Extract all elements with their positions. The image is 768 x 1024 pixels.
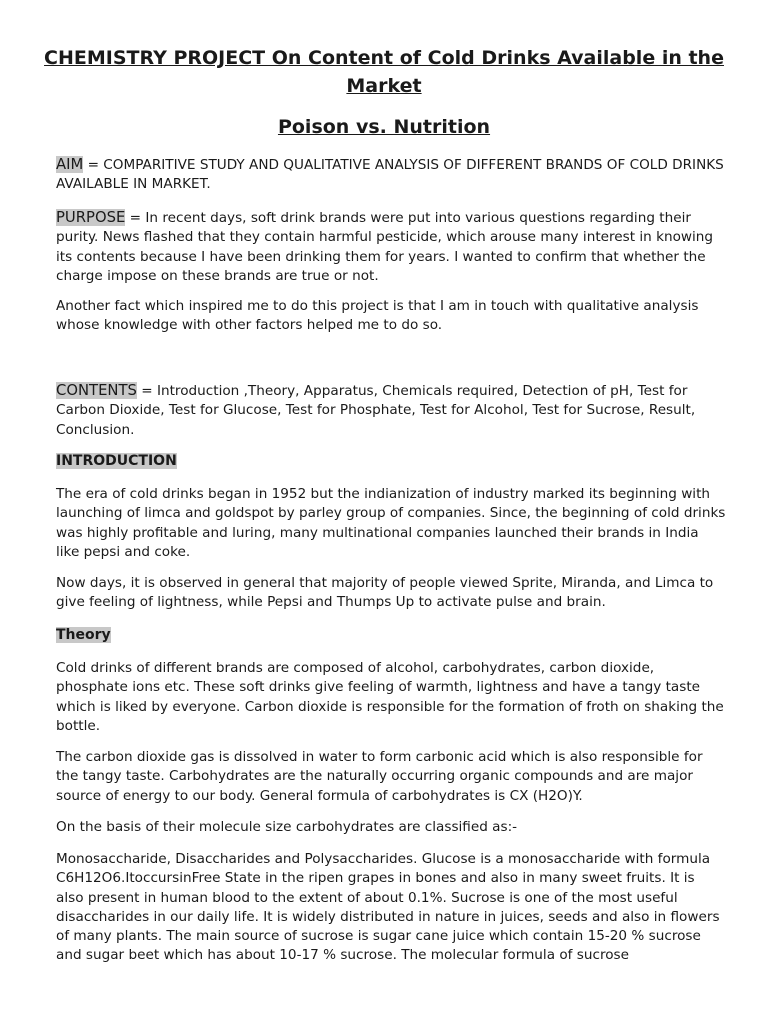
aim-text: = COMPARITIVE STUDY AND QUALITATIVE ANALYSIS OF DIFFERENT BRANDS OF COLD DRINKS AVAILABLE IN MARKET. — [56, 157, 724, 193]
theory-paragraph-3: On the basis of their molecule size carbohydrates are classified as:- — [56, 819, 518, 835]
contents-text: = Introduction ,Theory, Apparatus, Chemicals required, Detection of pH, Test for Carbon Dioxide, Test for Glucose, Test for Phosphate, Test for Alcohol, Test for Sucrose, Result, Conclusion. — [56, 383, 696, 438]
theory-heading: Theory — [56, 627, 111, 643]
aim-label: AIM — [56, 156, 84, 173]
theory-paragraph-4: Monosaccharide, Disaccharides and Polysaccharides. Glucose is a monosaccharide with formula C6H12O6.ItoccursinFree State in the ripen grapes in bones and also in many sweet fruits. It is also present in human blood to the extent of about 0.1%. Sucrose is one of the most useful disaccharides in our daily life. It is widely distributed in nature in juices, seeds and also in flowers of many plants. The main source of sucrose is sugar cane juice which contain 15-20 % sucrose and sugar beet which has about 10-17 % sucrose. The molecular formula of sucrose — [56, 851, 720, 964]
purpose-text: = In recent days, soft drink brands were put into various questions regarding their purity. News flashed that they contain harmful pesticide, which arouse many interest in knowing its contents because I have been drinking them for years. I wanted to confirm that whether the charge impose on these brands are true or not. — [56, 210, 714, 284]
purpose-paragraph — [56, 208, 726, 286]
purpose-label: PURPOSE — [56, 209, 126, 226]
introduction-paragraph-2: Now days, it is observed in general that majority of people viewed Sprite, Miranda, and Limca to give feeling of lightness, while Pepsi and Thumps Up to activate pulse and brain. — [56, 575, 714, 611]
theory-paragraph-1: Cold drinks of different brands are composed of alcohol, carbohydrates, carbon dioxide, phosphate ions etc. These soft drinks give feeling of warmth, lightness and have a tangy taste which is liked by everyone. Carbon dioxide is responsible for the formation of froth on shaking the bottle. — [56, 660, 724, 734]
theory-paragraph-2: The carbon dioxide gas is dissolved in water to form carbonic acid which is also responsible for the tangy taste. Carbohydrates are the naturally occurring organic compounds and are major source of energy to our body. General formula of carbohydrates is CX (H2O)Y. — [56, 749, 703, 804]
aim-paragraph — [56, 155, 726, 195]
contents-label: CONTENTS — [56, 382, 137, 399]
introduction-heading: INTRODUCTION — [56, 453, 177, 469]
another-fact-paragraph: Another fact which inspired me to do this project is that I am in touch with qualitative analysis whose knowledge with other factors helped me to do so. — [56, 298, 699, 334]
contents-paragraph — [56, 381, 726, 440]
introduction-paragraph-1: The era of cold drinks began in 1952 but the indianization of industry marked its beginning with launching of limca and goldspot by parley group of companies. Since, the beginning of cold drinks was highly profitable and luring, many multinational companies launched their brands in India like pepsi and coke. — [56, 486, 726, 560]
document-subtitle: Poison vs. Nutrition — [277, 116, 491, 138]
document-title: CHEMISTRY PROJECT On Content of Cold Drinks Available in the Market — [44, 47, 724, 97]
